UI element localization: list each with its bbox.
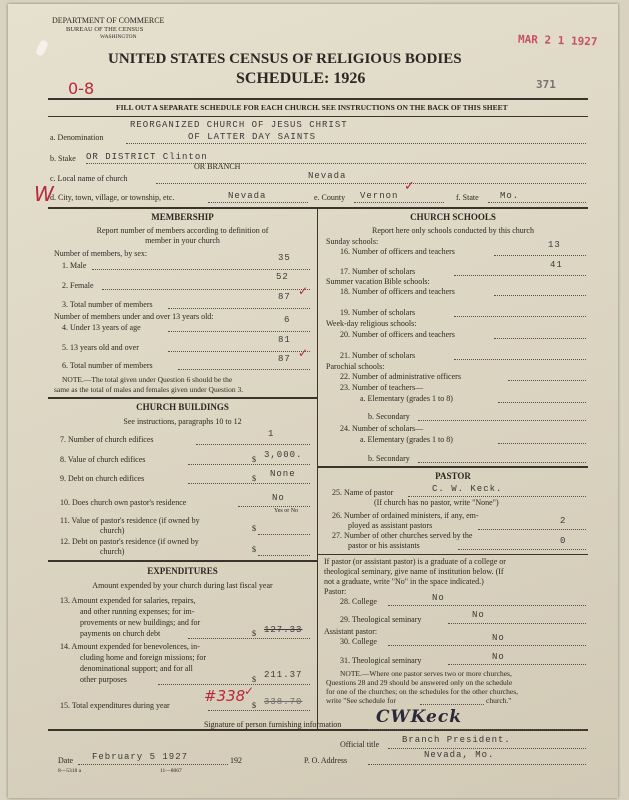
q15-handwritten: #338: [204, 687, 246, 705]
q25-label: 25. Name of pastor: [332, 488, 394, 497]
dollar-14: $: [252, 675, 256, 684]
sunday-schools-label: Sunday schools:: [326, 237, 379, 246]
q16-label: 16. Number of officers and teachers: [340, 247, 455, 256]
form-subtitle: SCHEDULE: 1926: [236, 70, 366, 87]
q28-label: 28. College: [340, 597, 377, 606]
dollar-11: $: [252, 524, 256, 533]
under13-label: 4. Under 13 years of age: [62, 323, 141, 332]
q13-line-3: provements or new buildings; and for: [80, 618, 201, 627]
residence-value: No: [272, 493, 285, 503]
parochial-schools-label: Parochial schools:: [326, 362, 385, 371]
membership-note-2: same as the total of males and females given under Question 3.: [54, 385, 244, 394]
q23-label: 23. Number of teachers—: [340, 383, 424, 392]
q21-label: 21. Number of scholars: [340, 351, 416, 360]
weekday-schools-label: Week-day religious schools:: [326, 319, 417, 328]
res-debt-label-1: 12. Debt on pastor's residence (if owned by: [60, 537, 199, 546]
expenditures-intro: Amount expended by your church during last fiscal year: [92, 581, 273, 590]
county-label: e. County: [314, 193, 346, 202]
schools-heading: CHURCH SCHOOLS: [410, 212, 496, 222]
q31-label: 31. Theological seminary: [340, 656, 422, 665]
q26-value: 2: [560, 516, 567, 526]
state-label: f. State: [456, 193, 479, 202]
q29-label: 29. Theological seminary: [340, 615, 422, 624]
q27-value: 0: [560, 536, 567, 546]
signature-label: Signature of person furnishing information: [204, 720, 342, 729]
po-address-value: Nevada, Mo.: [424, 750, 495, 760]
section-rule: [48, 207, 588, 209]
denomination-value-1: REORGANIZED CHURCH OF JESUS CHRIST: [130, 120, 348, 130]
po-address-label: P. O. Address: [304, 756, 348, 765]
female-value: 52: [276, 272, 289, 282]
buildings-heading: CHURCH BUILDINGS: [136, 402, 229, 412]
form-code-2: 11—8067: [160, 768, 182, 774]
membership-intro-1: Report number of members according to definition of: [96, 226, 269, 235]
q20-label: 20. Number of officers and teachers: [340, 330, 455, 339]
total-members-label: 3. Total number of members: [62, 300, 153, 309]
stamp-number: 371: [536, 78, 556, 91]
graduate-note-2: theological seminary, give name of institution below. (If: [324, 567, 504, 576]
paper-sheet: [8, 4, 618, 798]
q27-line-1: 27. Number of other churches served by the: [332, 531, 473, 540]
date-value: February 5 1927: [92, 752, 189, 762]
pastor-subheading: Pastor:: [324, 587, 347, 596]
membership-heading: MEMBERSHIP: [151, 212, 214, 222]
q25-note: (If church has no pastor, write "None"): [374, 498, 499, 507]
edifices-value: 1: [268, 429, 275, 439]
q22-label: 22. Number of administrative officers: [340, 372, 461, 381]
value-value: 3,000.: [264, 450, 303, 460]
male-value: 35: [278, 253, 291, 263]
denomination-label: a. Denomination: [50, 133, 104, 142]
edifices-label: 7. Number of church edifices: [60, 435, 154, 444]
handwritten-code: 0-8: [68, 79, 95, 98]
q24-label: 24. Number of scholars—: [340, 424, 424, 433]
q15-label: 15. Total expenditures during year: [60, 701, 170, 710]
pastor-note-4: write "See schedule for: [326, 696, 396, 705]
official-title-label: Official title: [340, 740, 380, 749]
local-name-value: Nevada: [308, 171, 347, 181]
q13-line-1: 13. Amount expended for salaries, repairs,: [60, 596, 196, 605]
county-check-mark: ✓: [404, 179, 415, 194]
total6-label: 6. Total number of members: [62, 361, 153, 370]
bureau-name: BUREAU OF THE CENSUS: [66, 26, 144, 33]
graduate-note-3: not a graduate, write "No" in the space indicated.): [324, 577, 484, 586]
received-date-stamp: MAR 2 1 1927: [517, 32, 598, 49]
q14-line-4: other purposes: [80, 675, 127, 684]
local-name-label: c. Local name of church: [50, 174, 128, 183]
dollar-13: $: [252, 629, 256, 638]
form-code-1: 8—5318 a: [58, 768, 82, 774]
graduate-note-1: If pastor (or assistant pastor) is a graduate of a college or: [324, 557, 506, 566]
date-suffix: 192: [230, 756, 242, 765]
q24b-label: b. Secondary: [368, 454, 410, 463]
instruction-rule: [48, 116, 588, 117]
res-debt-label-2: church): [100, 547, 125, 556]
q16-value: 13: [548, 240, 561, 250]
q27-line-2: pastor or his assistants: [348, 541, 420, 550]
punch-hole: [35, 39, 49, 57]
department-name: DEPARTMENT OF COMMERCE: [52, 16, 165, 25]
dollar-15: $: [252, 701, 256, 710]
debt-value: None: [270, 469, 296, 479]
q26-line-2: ployed as assistant pastors: [348, 521, 433, 530]
official-title-value: Branch President.: [402, 735, 511, 745]
q23a-label: a. Elementary (grades 1 to 8): [360, 394, 453, 403]
signature-value: CWKeck: [376, 707, 462, 727]
q24a-label: a. Elementary (grades 1 to 8): [360, 435, 453, 444]
value-label: 8. Value of church edifices: [60, 455, 146, 464]
pastor-note-5: church.": [486, 696, 512, 705]
or-branch-label: OR BRANCH: [194, 162, 241, 171]
q25-value: C. W. Keck.: [432, 484, 503, 494]
q28-value: No: [432, 593, 445, 603]
header-rule: [48, 98, 588, 100]
debt-label: 9. Debt on church edifices: [60, 474, 145, 483]
pastor-heading: PASTOR: [435, 471, 471, 481]
q14-line-1: 14. Amount expended for benevolences, in-: [60, 642, 200, 651]
q14-value: 211.37: [264, 670, 303, 680]
state-value: Mo.: [500, 191, 520, 201]
instruction-line: FILL OUT A SEPARATE SCHEDULE FOR EACH CHURCH. SEE INSTRUCTIONS ON THE BACK OF THIS SHEET: [116, 103, 508, 112]
column-divider: [317, 207, 318, 729]
q13-value: 127.33: [264, 625, 303, 635]
q13-line-4: payments on church debt: [80, 629, 161, 638]
county-value: Vernon: [360, 191, 399, 201]
over13-value: 81: [278, 335, 291, 345]
membership-intro-2: member in your church: [145, 236, 220, 245]
pastor-note-3: for one of the churches; on the schedules for the other churches,: [326, 687, 519, 696]
q14-line-2: cluding home and foreign missions; for: [80, 653, 206, 662]
dollar-9: $: [252, 474, 256, 483]
city-name: WASHINGTON: [100, 34, 137, 40]
city-label: d. City, town, village, or township, etc.: [50, 193, 175, 202]
q15-value: 338.70: [264, 697, 303, 707]
expenditures-heading: EXPENDITURES: [147, 566, 218, 576]
res-value-label-1: 11. Value of pastor's residence (if owned by: [60, 516, 200, 525]
q30-value: No: [492, 633, 505, 643]
residence-label: 10. Does church own pastor's residence: [60, 498, 187, 507]
q14-line-3: denominational support; and for all: [80, 664, 193, 673]
schools-intro: Report here only schools conducted by this church: [372, 226, 534, 235]
q29-value: No: [472, 610, 485, 620]
dollar-12: $: [252, 545, 256, 554]
q30-label: 30. College: [340, 637, 377, 646]
total6-check-mark: ✓: [298, 346, 309, 360]
q17-value: 41: [550, 260, 563, 270]
age-intro-label: Number of members under and over 13 years old:: [54, 312, 214, 321]
female-label: 2. Female: [62, 281, 94, 290]
membership-note-1: NOTE.—The total given under Question 6 should be the: [62, 375, 233, 384]
date-label: Date: [58, 756, 74, 765]
total-members-value: 87: [278, 292, 291, 302]
q18-label: 18. Number of officers and teachers: [340, 287, 455, 296]
q15-check-mark: ✓: [244, 684, 255, 698]
over13-label: 5. 13 years old and over: [62, 343, 139, 352]
under13-value: 6: [284, 315, 291, 325]
form-title: UNITED STATES CENSUS OF RELIGIOUS BODIES: [108, 51, 462, 67]
pastor-note-2: Questions 28 and 29 should be answered only on the schedule: [326, 678, 513, 687]
by-sex-label: Number of members, by sex:: [54, 249, 148, 258]
margin-mark: W: [34, 182, 54, 206]
pastor-note-1: NOTE.—Where one pastor serves two or more churches,: [340, 669, 512, 678]
q17-label: 17. Number of scholars: [340, 267, 416, 276]
stake-label: b. Stake: [50, 154, 76, 163]
total-check-mark: ✓: [298, 284, 309, 298]
q26-line-1: 26. Number of ordained ministers, if any, em-: [332, 511, 479, 520]
city-value: Nevada: [228, 191, 267, 201]
summer-schools-label: Summer vacation Bible schools:: [326, 277, 430, 286]
q13-line-2: and other running expenses; for im-: [80, 607, 195, 616]
total6-value: 87: [278, 354, 291, 364]
buildings-intro: See instructions, paragraphs 10 to 12: [123, 417, 242, 426]
male-label: 1. Male: [62, 261, 87, 270]
yes-or-no-hint: Yes or No: [274, 508, 299, 514]
res-value-label-2: church): [100, 526, 125, 535]
denomination-value-2: OF LATTER DAY SAINTS: [188, 132, 317, 142]
q23b-label: b. Secondary: [368, 412, 410, 421]
stake-value: OR DISTRICT Clinton: [86, 152, 208, 162]
dollar-8: $: [252, 455, 256, 464]
assistant-subheading: Assistant pastor:: [324, 627, 378, 636]
q19-label: 19. Number of scholars: [340, 308, 416, 317]
q31-value: No: [492, 652, 505, 662]
